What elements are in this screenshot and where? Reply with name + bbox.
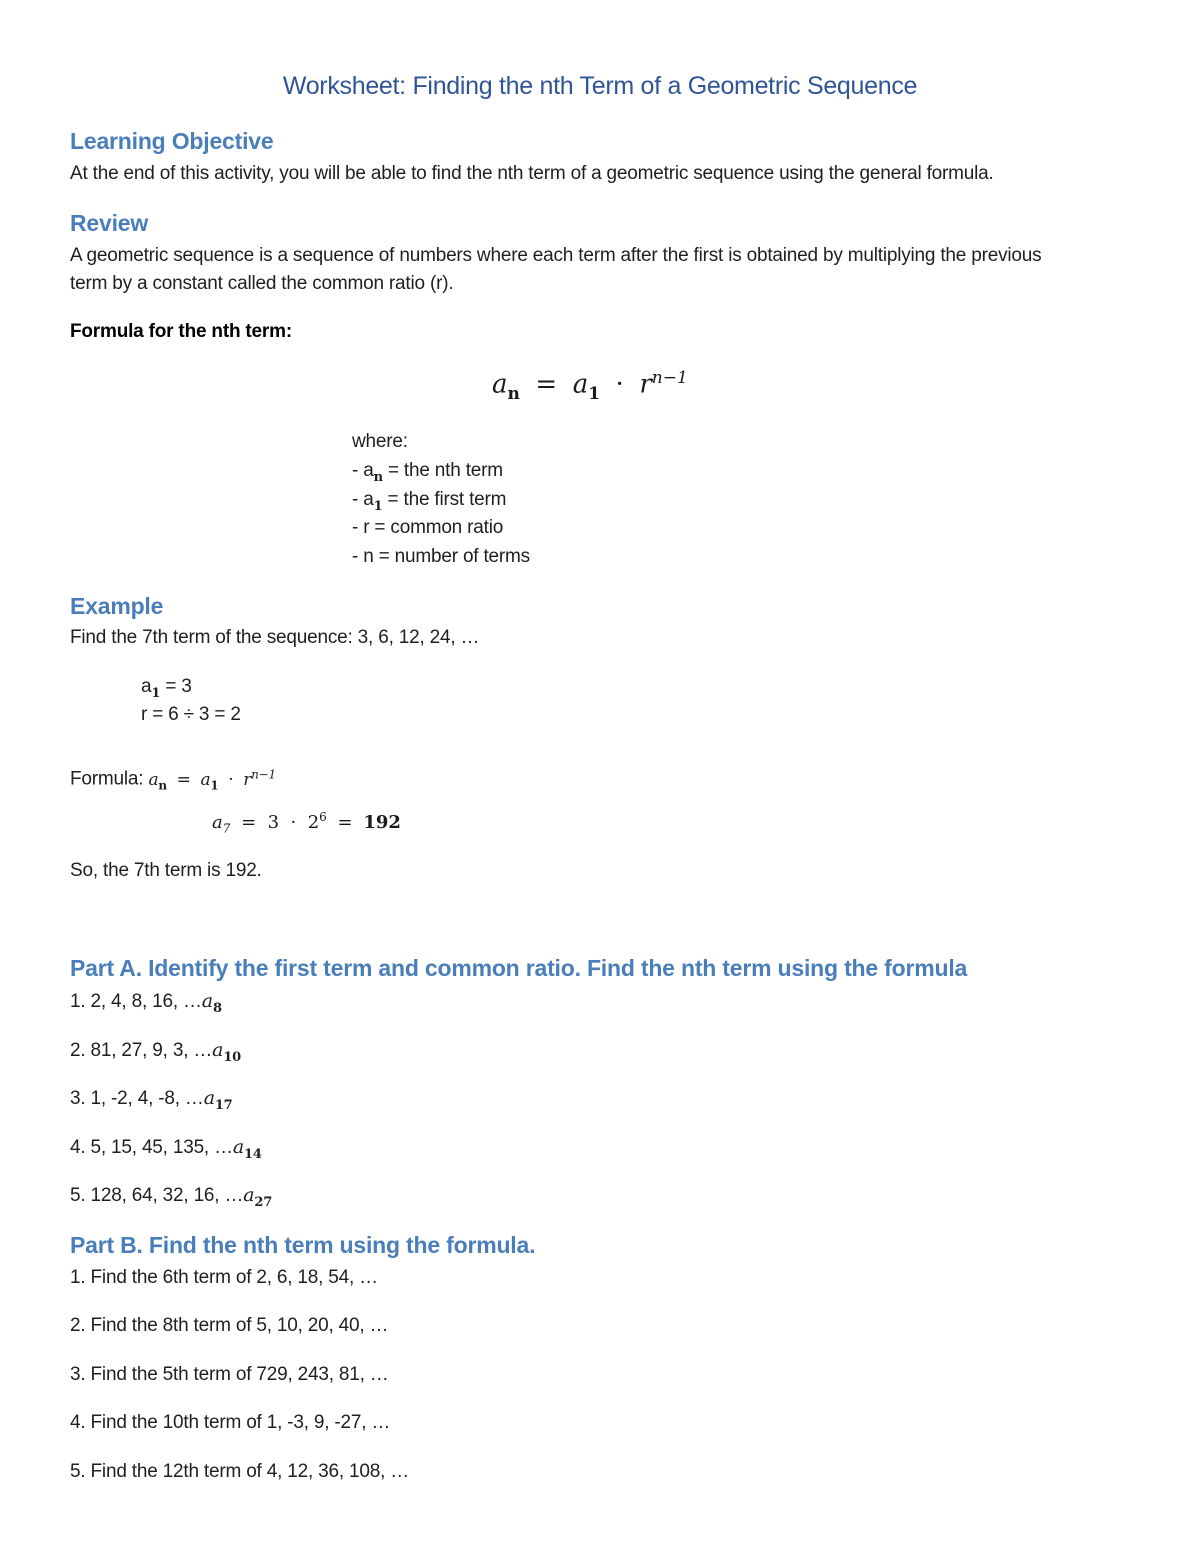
learning-objective-text: At the end of this activity, you will be able to find the nth term of a geometric sequence using the general formula. bbox=[70, 163, 994, 184]
example-formula: Formula: $a_n = a_1 \cdot r^{n-1}$ bbox=[70, 767, 276, 793]
review-text: A geometric sequence is a sequence of numbers where each term after the first is obtained by multiplying the previous term by a constant called the common ratio (r). bbox=[70, 245, 1042, 294]
formula-label: Formula for the nth term: bbox=[70, 321, 292, 342]
general-formula: $a_n = a_1 \cdot r^{n-1}$ bbox=[492, 368, 688, 404]
part-a-item-2: 2. 81, 27, 9, 3, $\dots a_{10}$ bbox=[70, 1039, 242, 1065]
part-b-item-4: 4. Find the 10th term of 1, -3, 9, -27, … bbox=[70, 1412, 391, 1433]
definition-n: - n = number of terms bbox=[352, 546, 530, 567]
part-a-item-1: 1. 2, 4, 8, 16, $\dots a_8$ bbox=[70, 990, 222, 1016]
part-b-item-3: 3. Find the 5th term of 729, 243, 81, … bbox=[70, 1364, 389, 1385]
part-b-item-2: 2. Find the 8th term of 5, 10, 20, 40, … bbox=[70, 1315, 389, 1336]
part-a-item-3: 3. 1, -2, 4, -8, $\dots a_{17}$ bbox=[70, 1087, 233, 1113]
example-heading: Example bbox=[70, 593, 164, 619]
where-label: where: bbox=[352, 431, 408, 452]
part-a-heading: Part A. Identify the first term and common ratio. Find the nth term using the formula bbox=[70, 955, 968, 981]
review-heading: Review bbox=[70, 210, 149, 236]
example-r: r = 6 ÷ 3 = 2 bbox=[141, 704, 241, 725]
definition-an: - $a_n$ = the nth term bbox=[352, 460, 503, 485]
example-calculation: $a_7 = 3 \cdot 2^6 = 192$ bbox=[212, 810, 401, 836]
definition-r: - r = common ratio bbox=[352, 517, 504, 538]
definition-a1: - $a_1$ = the first term bbox=[352, 489, 507, 514]
part-b-heading: Part B. Find the nth term using the formula. bbox=[70, 1232, 536, 1258]
part-a-item-5: 5. 128, 64, 32, 16, $\dots a_{27}$ bbox=[70, 1184, 273, 1210]
part-a-item-4: 4. 5, 15, 45, 135, $\dots a_{14}$ bbox=[70, 1136, 262, 1162]
part-b-item-5: 5. Find the 12th term of 4, 12, 36, 108, … bbox=[70, 1461, 410, 1482]
example-conclusion: So, the 7th term is 192. bbox=[70, 860, 262, 881]
part-b-item-1: 1. Find the 6th term of 2, 6, 18, 54, … bbox=[70, 1267, 378, 1288]
learning-objective-heading: Learning Objective bbox=[70, 128, 274, 154]
example-a1: $a_1 = 3$ bbox=[141, 676, 192, 701]
page-title: Worksheet: Finding the nth Term of a Geometric Sequence bbox=[282, 72, 918, 100]
example-problem: Find the 7th term of the sequence: 3, 6, 12, 24, … bbox=[70, 627, 480, 648]
